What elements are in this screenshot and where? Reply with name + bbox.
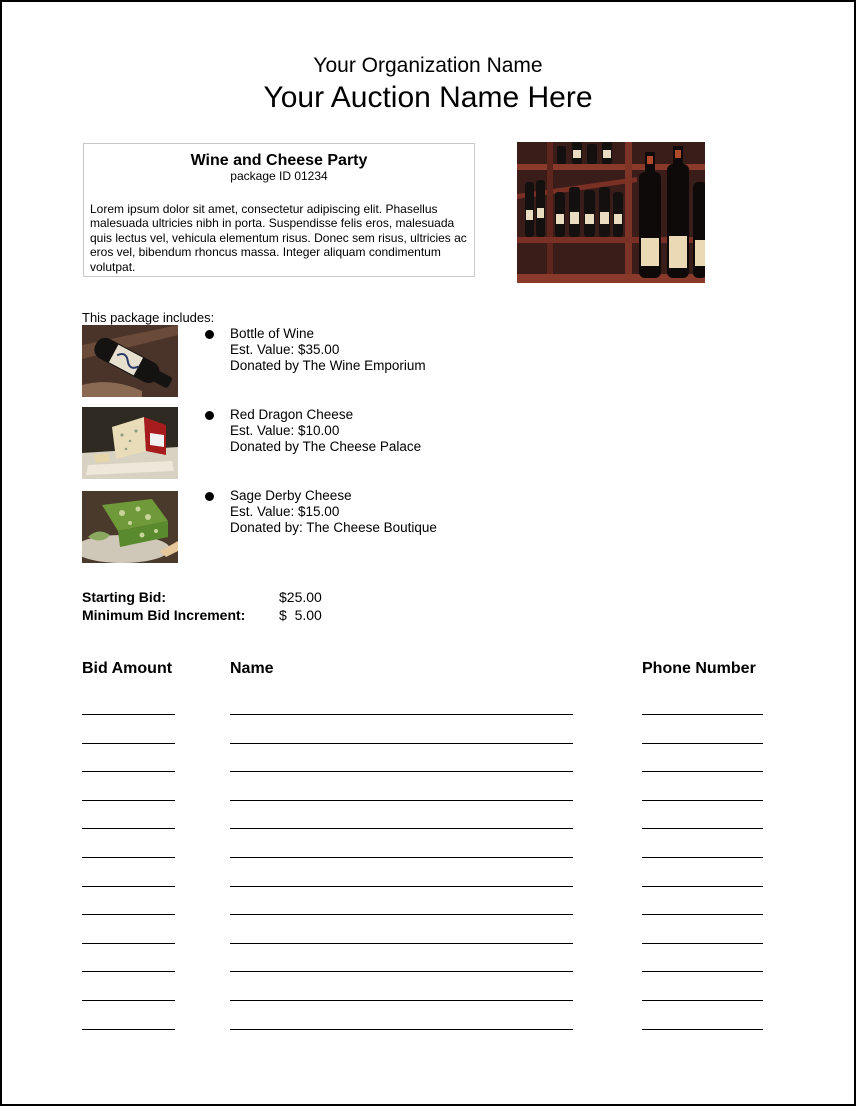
name-blank[interactable] (230, 714, 573, 715)
item-donor: Donated by The Wine Emporium (230, 358, 426, 373)
min-increment-value: $ 5.00 (279, 607, 322, 623)
name-blank[interactable] (230, 1029, 573, 1030)
name-blank[interactable] (230, 914, 573, 915)
name-blank[interactable] (230, 1000, 573, 1001)
bid-amount-blank[interactable] (82, 886, 175, 887)
bid-amount-blank[interactable] (82, 914, 175, 915)
bid-amount-blank[interactable] (82, 971, 175, 972)
phone-blank[interactable] (642, 1000, 763, 1001)
bid-entry-row (0, 743, 856, 745)
bid-entry-row (0, 828, 856, 830)
bid-entry-row (0, 857, 856, 859)
bid-entry-row (0, 886, 856, 888)
wine-bottle-photo (82, 325, 178, 397)
header (0, 54, 856, 116)
phone-blank[interactable] (642, 800, 763, 801)
phone-blank[interactable] (642, 857, 763, 858)
package-title: Wine and Cheese Party (190, 152, 368, 169)
item-bullet (205, 492, 214, 501)
package-item-red-dragon (230, 407, 421, 455)
item-name: Bottle of Wine (230, 326, 315, 341)
starting-bid-value: $25.00 (279, 589, 322, 605)
package-item-sage-derby (230, 488, 437, 536)
bid-amount-blank[interactable] (82, 1000, 175, 1001)
wine-shelf-photo (517, 142, 705, 283)
bid-amount-blank[interactable] (82, 771, 175, 772)
name-header: Name (230, 660, 274, 677)
phone-blank[interactable] (642, 828, 763, 829)
min-increment-label: Minimum Bid Increment: (82, 607, 246, 623)
item-value: Est. Value: $10.00 (230, 423, 340, 438)
bid-entry-row (0, 943, 856, 945)
starting-bid-label: Starting Bid: (82, 589, 166, 605)
bid-entry-row (0, 1029, 856, 1031)
package-item-wine (230, 326, 426, 374)
name-blank[interactable] (230, 857, 573, 858)
package-description: Lorem ipsum dolor sit amet, consectetur adipiscing elit. Phasellus malesuada ultricies nibh in porta. Suspendisse felis eros, malesuada quis lectus vel, vehicula elementum risus. Donec sem risus, ultricies ac eros vel, bibendum rhoncus massa. Integer aliquam condimentum volutpat. (90, 202, 467, 274)
bid-entry-row (0, 800, 856, 802)
name-blank[interactable] (230, 943, 573, 944)
bid-amount-blank[interactable] (82, 828, 175, 829)
phone-blank[interactable] (642, 771, 763, 772)
phone-header: Phone Number (642, 660, 756, 677)
name-blank[interactable] (230, 800, 573, 801)
bid-amount-blank[interactable] (82, 743, 175, 744)
bid-entry-row (0, 971, 856, 973)
item-value: Est. Value: $35.00 (230, 342, 340, 357)
bid-amount-blank[interactable] (82, 800, 175, 801)
bid-entry-row (0, 1000, 856, 1002)
package-summary-box (83, 143, 475, 277)
auction-name: Your Auction Name Here (263, 81, 593, 114)
name-blank[interactable] (230, 828, 573, 829)
bid-amount-blank[interactable] (82, 714, 175, 715)
name-blank[interactable] (230, 771, 573, 772)
phone-blank[interactable] (642, 971, 763, 972)
phone-blank[interactable] (642, 714, 763, 715)
bid-amount-header: Bid Amount (82, 660, 173, 677)
name-blank[interactable] (230, 743, 573, 744)
red-dragon-cheese-photo (82, 407, 178, 479)
item-bullet (205, 411, 214, 420)
phone-blank[interactable] (642, 943, 763, 944)
package-id: package ID 01234 (230, 169, 328, 183)
includes-label: This package includes: (82, 310, 215, 325)
bid-amount-blank[interactable] (82, 1029, 175, 1030)
item-value: Est. Value: $15.00 (230, 504, 340, 519)
name-blank[interactable] (230, 886, 573, 887)
item-donor: Donated by: The Cheese Boutique (230, 520, 437, 535)
bid-amount-blank[interactable] (82, 943, 175, 944)
organization-name: Your Organization Name (313, 54, 543, 77)
item-name: Sage Derby Cheese (230, 488, 352, 503)
bid-entry-row (0, 771, 856, 773)
item-donor: Donated by The Cheese Palace (230, 439, 422, 454)
item-name: Red Dragon Cheese (230, 407, 354, 422)
bid-amount-blank[interactable] (82, 857, 175, 858)
bid-entry-row (0, 914, 856, 916)
phone-blank[interactable] (642, 914, 763, 915)
phone-blank[interactable] (642, 743, 763, 744)
phone-blank[interactable] (642, 886, 763, 887)
sage-derby-cheese-photo (82, 491, 178, 563)
phone-blank[interactable] (642, 1029, 763, 1030)
bid-entry-row (0, 714, 856, 716)
item-bullet (205, 330, 214, 339)
name-blank[interactable] (230, 971, 573, 972)
